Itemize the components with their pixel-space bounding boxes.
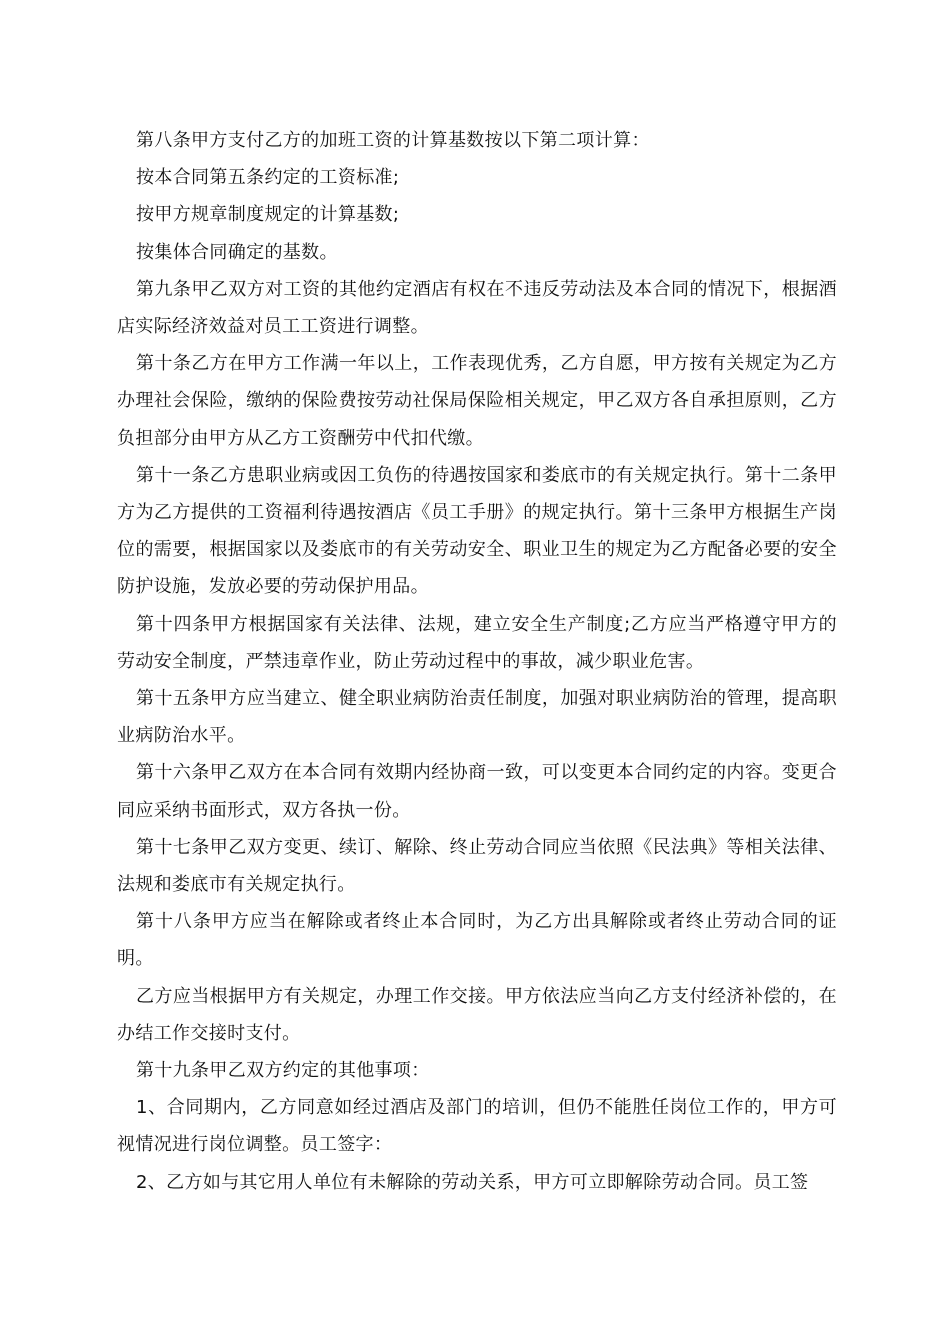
paragraph-article-19: 第十九条甲乙双方约定的其他事项：: [136, 1060, 430, 1082]
paragraph-article-8: 第八条甲方支付乙方的加班工资的计算基数按以下第二项计算：: [136, 130, 650, 151]
paragraph-option-1: 按本合同第五条约定的工资标准;: [136, 167, 400, 189]
paragraph-option-3: 按集体合同确定的基数。: [136, 241, 338, 263]
paragraph-handover: 乙方应当根据甲方有关规定，办理工作交接。甲方依法应当向乙方支付经济补偿的，在办结工作交接时支付。: [117, 985, 837, 1044]
paragraph-article-10: 第十条乙方在甲方工作满一年以上，工作表现优秀，乙方自愿，甲方按有关规定为乙方办理社会保险，缴纳的保险费按劳动社保局保险相关规定，甲乙双方各自承担原则，乙方负担部分由甲方从乙方工资酬劳中代扣代缴。: [117, 353, 837, 449]
document-body: [117, 122, 837, 1201]
paragraph-item-1: 1、合同期内，乙方同意如经过酒店及部门的培训，但仍不能胜任岗位工作的，甲方可视情况进行岗位调整。员工签字：: [117, 1097, 837, 1156]
paragraph-article-17: 第十七条甲乙双方变更、续订、解除、终止劳动合同应当依照《民法典》等相关法律、法规和娄底市有关规定执行。: [117, 836, 837, 896]
paragraph-article-18: 第十八条甲方应当在解除或者终止本合同时，为乙方出具解除或者终止劳动合同的证明。: [117, 911, 837, 970]
paragraph-article-11-13: 第十一条乙方患职业病或因工负伤的待遇按国家和娄底市的有关规定执行。第十二条甲方为乙方提供的工资福利待遇按酒店《员工手册》的规定执行。第十三条甲方根据生产岗位的需要，根据国家以及娄底市的有关劳动安全、职业卫生的规定为乙方配备必要的安全防护设施，发放必要的劳动保护用品。: [117, 464, 837, 598]
paragraph-article-14: 第十四条甲方根据国家有关法律、法规，建立安全生产制度;乙方应当严格遵守甲方的劳动安全制度，严禁违章作业，防止劳动过程中的事故，减少职业危害。: [117, 613, 837, 672]
paragraph-article-15: 第十五条甲方应当建立、健全职业病防治责任制度，加强对职业病防治的管理，提高职业病防治水平。: [117, 688, 837, 747]
paragraph-option-2: 按甲方规章制度规定的计算基数;: [136, 204, 400, 226]
paragraph-item-2: 2、乙方如与其它用人单位有未解除的劳动关系，甲方可立即解除劳动合同。员工签: [136, 1171, 809, 1193]
paragraph-article-9: 第九条甲乙双方对工资的其他约定酒店有权在不违反劳动法及本合同的情况下，根据酒店实际经济效益对员工工资进行调整。: [117, 278, 837, 338]
paragraph-article-16: 第十六条甲乙双方在本合同有效期内经协商一致，可以变更本合同约定的内容。变更合同应采纳书面形式，双方各执一份。: [117, 762, 837, 821]
